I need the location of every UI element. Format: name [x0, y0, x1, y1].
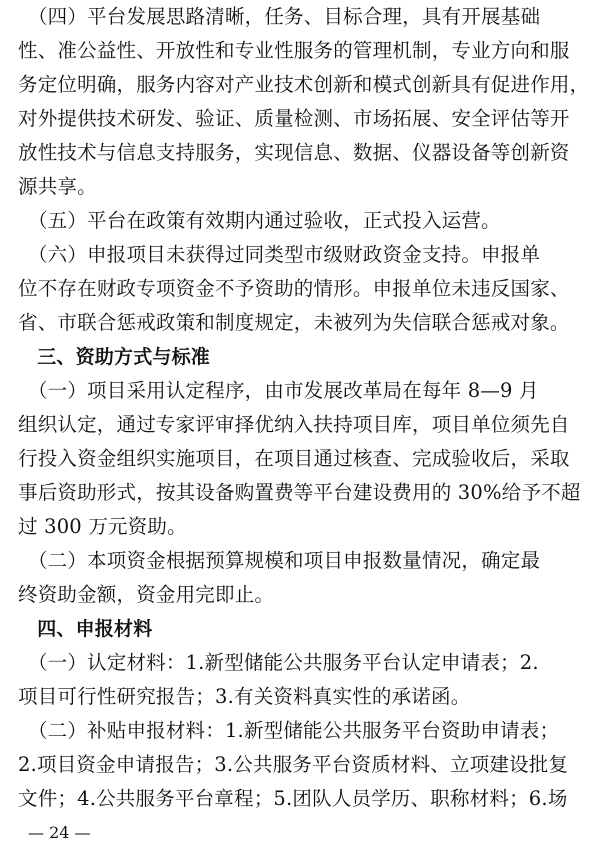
paragraph-line: （一）项目采用认定程序，由市发展改革局在每年 8—9 月 [18, 379, 539, 402]
paragraph-line: （二）补贴申报材料：1.新型储能公共服务平台资助申请表； [18, 719, 560, 742]
paragraph-line: 项目可行性研究报告；3.有关资料真实性的承诺函。 [18, 685, 471, 708]
paragraph-line: 行投入资金组织实施项目，在项目通过核查、完成验收后，采取 [18, 447, 570, 470]
paragraph-line: （四）平台发展思路清晰，任务、目标合理，具有开展基础 [18, 5, 541, 28]
paragraph-line: 放性技术与信息支持服务，实现信息、数据、仪器设备等创新资 [18, 141, 570, 164]
paragraph-line: （五）平台在政策有效期内通过验收，正式投入运营。 [18, 209, 501, 232]
paragraph-line: 2.项目资金申请报告；3.公共服务平台资质材料、立项建设批复 [18, 753, 569, 776]
paragraph-line: （一）认定材料：1.新型储能公共服务平台认定申请表；2. [18, 651, 539, 674]
paragraph-line: 对外提供技术研发、验证、质量检测、市场拓展、安全评估等开 [18, 107, 570, 130]
section-heading: 三、资助方式与标准 [18, 346, 211, 368]
paragraph-line: 终资助金额，资金用完即止。 [18, 583, 275, 606]
paragraph-line: 务定位明确，服务内容对产业技术创新和模式创新具有促进作用， [18, 73, 590, 96]
section-heading: 四、申报材料 [18, 618, 153, 640]
paragraph-line: 性、准公益性、开放性和专业性服务的管理机制，专业方向和服 [18, 39, 570, 62]
paragraph-line: 位不存在财政专项资金不予资助的情形。申报单位未违反国家、 [18, 277, 570, 300]
paragraph-line: 过 300 万元资助。 [18, 515, 187, 538]
paragraph-line: 组织认定，通过专家评审择优纳入扶持项目库，项目单位须先自 [18, 413, 570, 436]
paragraph-line: 文件；4.公共服务平台章程；5.团队人员学历、职称材料；6.场 [18, 787, 568, 810]
paragraph-line: 省、市联合惩戒政策和制度规定，未被列为失信联合惩戒对象。 [18, 311, 570, 334]
paragraph-line: 事后资助形式，按其设备购置费等平台建设费用的 30%给予不超 [18, 481, 581, 504]
paragraph-line: （二）本项资金根据预算规模和项目申报数量情况，确定最 [18, 549, 541, 572]
paragraph-line: （六）申报项目未获得过同类型市级财政资金支持。申报单 [18, 243, 541, 266]
paragraph-line: 源共享。 [18, 175, 97, 198]
page-number: — 24 — [28, 823, 91, 842]
